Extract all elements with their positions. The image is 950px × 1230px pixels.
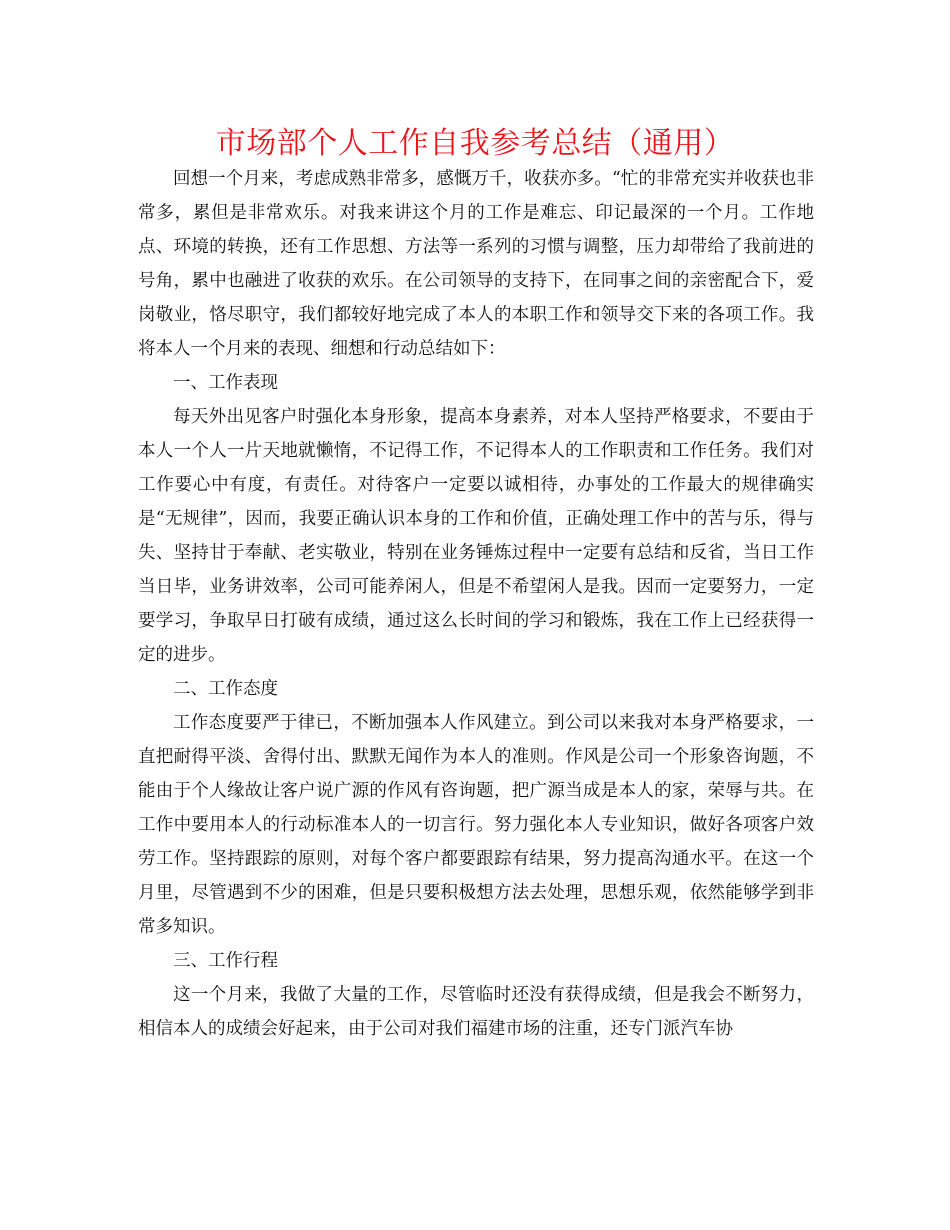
- section-heading-itinerary: 三、工作行程: [173, 951, 278, 971]
- document-title: 市场部个人工作自我参考总结（通用）: [215, 126, 735, 161]
- section-heading-attitude: 二、工作态度: [173, 679, 278, 699]
- section-heading-performance: 一、工作表现: [173, 373, 278, 393]
- paragraph-intro: 回想一个月来，考虑成熟非常多，感慨万千，收获亦多。“忙的非常充实并收获也非常多，累但是非常欢乐。对我来讲这个月的工作是难忘、印记最深的一个月。工作地点、环境的转换，还有工作思想、方法等一系列的习惯与调整，压力却带给了我前进的号角，累中也融进了收获的欢乐。在公司领导的支持下，在同事之间的亲密配合下，爱岗敬业，恪尽职守，我们都较好地完成了本人的本职工作和领导交下来的各项工作。我将本人一个月来的表现、细想和行动总结如下：: [138, 169, 814, 359]
- document-body: [138, 162, 814, 1046]
- paragraph-itinerary: 这一个月来，我做了大量的工作，尽管临时还没有获得成绩，但是我会不断努力，相信本人的成绩会好起来，由于公司对我们福建市场的注重，还专门派汽车协: [138, 985, 814, 1039]
- paragraph-performance: 每天外出见客户时强化本身形象，提高本身素养，对本人坚持严格要求，不要由于本人一个人一片天地就懒惰，不记得工作，不记得本人的工作职责和工作任务。我们对工作要心中有度，有责任。对待客户一定要以诚相待，办事处的工作最大的规律确实是“无规律”，因而，我要正确认识本身的工作和价值，正确处理工作中的苦与乐，得与失、坚持甘于奉献、老实敬业，特别在业务锤炼过程中一定要有总结和反省，当日工作当日毕，业务讲效率，公司可能养闲人，但是不希望闲人是我。因而一定要努力，一定要学习，争取早日打破有成绩，通过这么长时间的学习和锻炼，我在工作上已经获得一定的进步。: [138, 407, 814, 665]
- paragraph-attitude: 工作态度要严于律已，不断加强本人作风建立。到公司以来我对本身严格要求，一直把耐得平淡、舍得付出、默默无闻作为本人的准则。作风是公司一个形象咨询题，不能由于个人缘故让客户说广源的作风有咨询题，把广源当成是本人的家，荣辱与共。在工作中要用本人的行动标准本人的一切言行。努力强化本人专业知识，做好各项客户效劳工作。坚持跟踪的原则，对每个客户都要跟踪有结果，努力提高沟通水平。在这一个月里，尽管遇到不少的困难，但是只要积极想方法去处理，思想乐观，依然能够学到非常多知识。: [138, 713, 814, 937]
